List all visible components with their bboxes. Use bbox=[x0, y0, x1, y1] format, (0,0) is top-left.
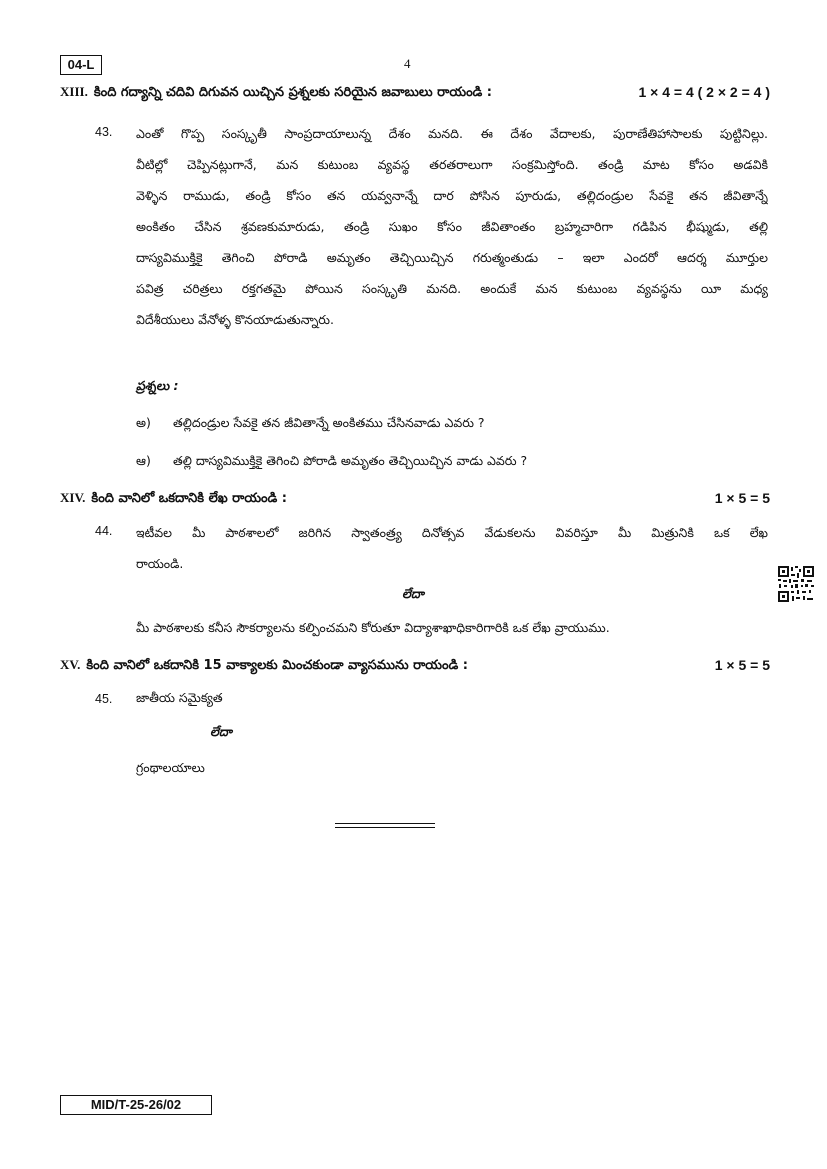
question-a-text: తల్లిదండ్రుల సేవకై తన జీవితాన్నే అంకితము చేసినవాడు ఎవరు ? bbox=[173, 415, 485, 430]
section-xiv-marks: 1 × 5 = 5 bbox=[714, 490, 770, 506]
section-xiv-heading bbox=[60, 488, 770, 509]
question-45-number: 45. bbox=[95, 692, 113, 706]
passage-line: దాస్యవిముక్తికై తెగించి పోరాడి అమృతం తెచ్చియిచ్చిన గరుత్మంతుడు – ఇలా ఎందరో ఆదర్శ మూర్తుల bbox=[136, 250, 768, 265]
passage-line: అంకితం చేసిన శ్రవణకుమారుడు, తండ్రి సుఖం కోసం జీవితాంతం బ్రహ్మచారిగా గడిపిన భీష్ముడు, తల్లి bbox=[136, 219, 768, 234]
section-xv-title: కింది వానిలో ఒకదానికి 15 వాక్యాలకు మించకుండా వ్యాసమును రాయండి : bbox=[86, 658, 468, 673]
passage-line: వీటిల్లో చెప్పినట్లుగానే, మన కుటుంబ వ్యవస్థ తరతరాలుగా సంక్రమిస్తోంది. తండ్రి మాట కోసం అడవికి bbox=[136, 157, 768, 172]
passage-line: వెళ్ళిన రాముడు, తండ్రి కోసం తన యవ్వనాన్నే దార పోసిన పూరుడు, తల్లిదండ్రుల సేవకై తన జీవితాన్నే bbox=[136, 188, 768, 203]
question-45-or: లేదా bbox=[210, 724, 232, 739]
question-b-mark: ఆ) bbox=[136, 453, 151, 468]
question-44-option-2: మీ పాఠశాలకు కనీస సౌకర్యాలను కల్పించమని కోరుతూ విద్యాశాఖాధికారిగారికి ఒక లేఖ వ్రాయుము. bbox=[136, 620, 610, 635]
passage-line: విదేశీయులు వేనోళ్ళ కొనయాడుతున్నారు. bbox=[136, 312, 334, 327]
end-rule-bottom bbox=[335, 827, 435, 828]
section-xiv-roman: XIV. bbox=[60, 490, 86, 505]
question-45-option-1: జాతీయ సమైక్యత bbox=[136, 690, 223, 705]
paper-code-box: 04-L bbox=[60, 55, 102, 75]
section-xv-roman: XV. bbox=[60, 657, 81, 672]
section-xv-heading bbox=[60, 655, 770, 676]
footer-code-box: MID/T-25-26/02 bbox=[60, 1095, 212, 1115]
section-xiii-marks: 1 × 4 = 4 ( 2 × 2 = 4 ) bbox=[638, 84, 770, 100]
section-xv-marks: 1 × 5 = 5 bbox=[714, 657, 770, 673]
question-a-mark: అ) bbox=[136, 415, 151, 430]
qr-code-icon bbox=[777, 565, 815, 603]
question-b-text: తల్లి దాస్యవిముక్తికై తెగించి పోరాడి అమృతం తెచ్చియిచ్చిన వాడు ఎవరు ? bbox=[173, 453, 528, 468]
end-rule-top bbox=[335, 823, 435, 824]
question-44-option-1 bbox=[136, 517, 768, 579]
section-xiii-roman: XIII. bbox=[60, 84, 88, 99]
option-line: రాయండి. bbox=[136, 556, 184, 571]
passage-line: పవిత్ర చరిత్రలు రక్తగతమై పోయిన సంస్కృతి మనది. అందుకే మన కుటుంబ వ్యవస్థను యీ మధ్య bbox=[136, 281, 768, 296]
passage-line: ఎంతో గొప్ప సంస్కృతీ సాంప్రదాయాలున్న దేశం మనది. ఈ దేశం వేదాలకు, పురాణేతిహాసాలకు పుట్టినిల్లు. bbox=[136, 126, 768, 141]
question-44-number: 44. bbox=[95, 524, 113, 538]
question-45-option-2: గ్రంథాలయాలు bbox=[136, 760, 205, 775]
section-xiii-title: కింది గద్యాన్ని చదివి దిగువన యిచ్చిన ప్రశ్నలకు సరియైన జవాబులు రాయండి : bbox=[93, 85, 493, 100]
option-line: ఇటీవల మీ పాఠశాలలో జరిగిన స్వాతంత్ర్య దినోత్సవ వేడుకలను వివరిస్తూ మీ మిత్రునికి ఒక లేఖ bbox=[136, 525, 768, 540]
question-44-or: లేదా bbox=[402, 586, 424, 601]
section-xiv-title: కింది వానిలో ఒకదానికి లేఖ రాయండి : bbox=[91, 491, 287, 506]
question-43-number: 43. bbox=[95, 125, 113, 139]
page-number: 4 bbox=[404, 56, 411, 71]
section-xiii-heading bbox=[60, 82, 770, 103]
passage bbox=[136, 118, 768, 335]
questions-label: ప్రశ్నలు : bbox=[136, 378, 179, 393]
